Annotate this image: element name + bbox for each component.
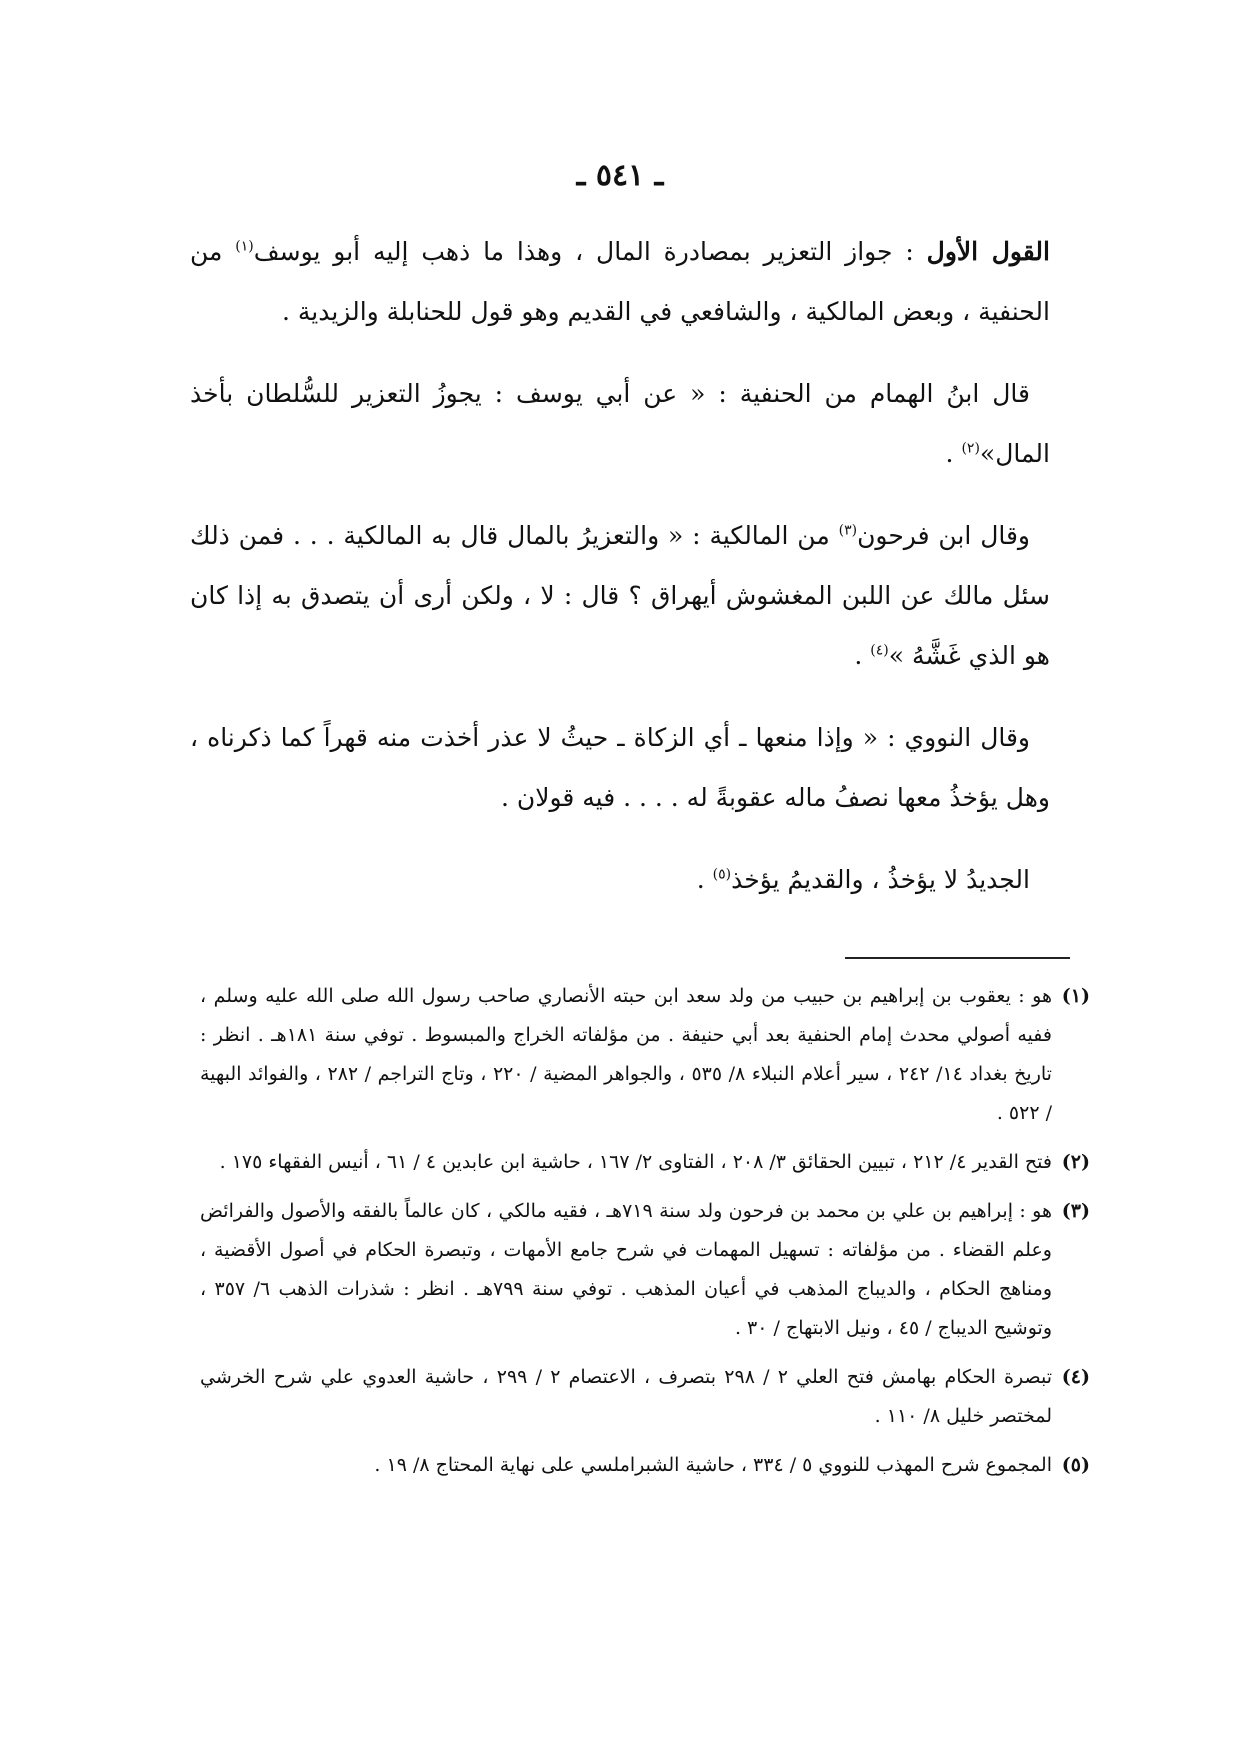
new-old-opinion-text: الجديدُ لا يؤخذُ ، والقديمُ يؤخذ <box>731 865 1030 894</box>
footnote-3 <box>200 1192 1090 1348</box>
ibn-farhun-end: . <box>854 641 871 670</box>
paragraph-new-old-opinion <box>190 850 1050 910</box>
footnote-4 <box>200 1358 1090 1436</box>
ibn-humam-quote: قال ابنُ الهمام من الحنفية : « عن أبي يوسف : يجوزُ التعزير للسُّلطان بأخذ المال» <box>190 379 1050 468</box>
footnote-text: فتح القدير ٤/ ٢١٢ ، تبيين الحقائق ٣/ ٢٠٨ ، الفتاوى ٢/ ١٦٧ ، حاشية ابن عابدين ٤ / ٦١ ، أنيس الفقهاء ١٧٥ . <box>219 1151 1052 1173</box>
footnote-text: هو : يعقوب بن إبراهيم بن حبيب من ولد سعد ابن حبته الأنصاري صاحب رسول الله صلى الله عليه وسلم ، ففيه أصولي محدث إمام الحنفية بعد أبي حنيفة . من مؤلفاته الخراج والمبسوط . توفي سنة ١٨١هـ . انظر : تاريخ بغداد ١٤/ ٢٤٢ ، سير أعلام النبلاء ٨/ ٥٣٥ ، والجواهر المضية / ٢٢٠ ، وتاج التراجم / ٢٨٢ ، والفوائد البهية / ٥٢٢ . <box>200 985 1052 1124</box>
footnote-separator <box>845 957 1070 959</box>
footnote-text: المجموع شرح المهذب للنووي ٥ / ٣٣٤ ، حاشية الشبراملسي على نهاية المحتاج ٨/ ١٩ . <box>374 1454 1052 1476</box>
footnote-text: تبصرة الحكام بهامش فتح العلي ٢ / ٢٩٨ بتصرف ، الاعتصام ٢ / ٢٩٩ ، حاشية العدوي علي شرح الخرشي لمختصر خليل ٨/ ١١٠ . <box>200 1366 1052 1427</box>
footnote-ref-5[interactable]: (٥) <box>712 866 732 883</box>
footnote-number: (٣) <box>1061 1200 1090 1222</box>
footnote-ref-4[interactable]: (٤) <box>870 642 889 659</box>
new-old-opinion-end: . <box>696 865 713 894</box>
footnote-5 <box>200 1446 1090 1485</box>
first-opinion-text-cont: من الحنفية ، وبعض المالكية ، والشافعي في القديم وهو قول للحنابلة والزيدية . <box>190 237 1050 326</box>
ibn-humam-end: . <box>945 439 962 468</box>
footnote-number: (٢) <box>1061 1151 1090 1173</box>
footnote-1 <box>200 977 1090 1133</box>
paragraph-nawawi <box>190 708 1050 828</box>
footnote-2 <box>200 1143 1090 1182</box>
footnote-ref-1[interactable]: (١) <box>235 238 254 255</box>
footnote-ref-3[interactable]: (٣) <box>838 522 858 539</box>
footnote-text: هو : إبراهيم بن علي بن محمد بن فرحون ولد سنة ٧١٩هـ ، فقيه مالكي ، كان عالماً بالفقه والأصول والفرائض وعلم القضاء . من مؤلفاته : تسهيل المهمات في شرح جامع الأمهات ، وتبصرة الحكام في أصول الأقضية ، ومناهج الحكام ، والديباج المذهب في أعيان المذهب . توفي سنة ٧٩٩هـ . انظر : شذرات الذهب ٦/ ٣٥٧ ، وتوشيح الديباج / ٤٥ ، ونيل الابتهاج / ٣٠ . <box>200 1200 1053 1339</box>
footnote-number: (١) <box>1061 985 1090 1007</box>
paragraph-ibn-humam <box>190 364 1050 484</box>
footnote-number: (٥) <box>1061 1454 1090 1476</box>
footnote-number: (٤) <box>1061 1366 1090 1388</box>
paragraph-ibn-farhun <box>190 506 1050 686</box>
footnote-ref-2[interactable]: (٢) <box>961 440 980 457</box>
main-body <box>190 222 1050 932</box>
nawawi-quote: وقال النووي : « وإذا منعها ـ أي الزكاة ـ حيثُ لا عذر أخذت منه قهراً كما ذكرناه ، وهل يؤخذُ معها نصفُ ماله عقوبةً له . . . . فيه قولان . <box>190 723 1050 812</box>
first-opinion-text: : جواز التعزير بمصادرة المال ، وهذا ما ذهب إليه أبو يوسف <box>253 237 927 266</box>
paragraph-first-opinion <box>190 222 1050 342</box>
ibn-farhun-intro: وقال ابن فرحون <box>857 521 1030 550</box>
ibn-farhun-quote: من المالكية : « والتعزيرُ بالمال قال به المالكية . . . فمن ذلك سئل مالك عن اللبن المغشوش أيهراق ؟ قال : لا ، ولكن أرى أن يتصدق به إذا كان هو الذي غَشَّهُ » <box>190 521 1050 670</box>
page-number: ـ ٥٤١ ـ <box>576 158 664 193</box>
first-opinion-label: القول الأول <box>926 237 1050 266</box>
footnotes-section <box>200 977 1090 1495</box>
